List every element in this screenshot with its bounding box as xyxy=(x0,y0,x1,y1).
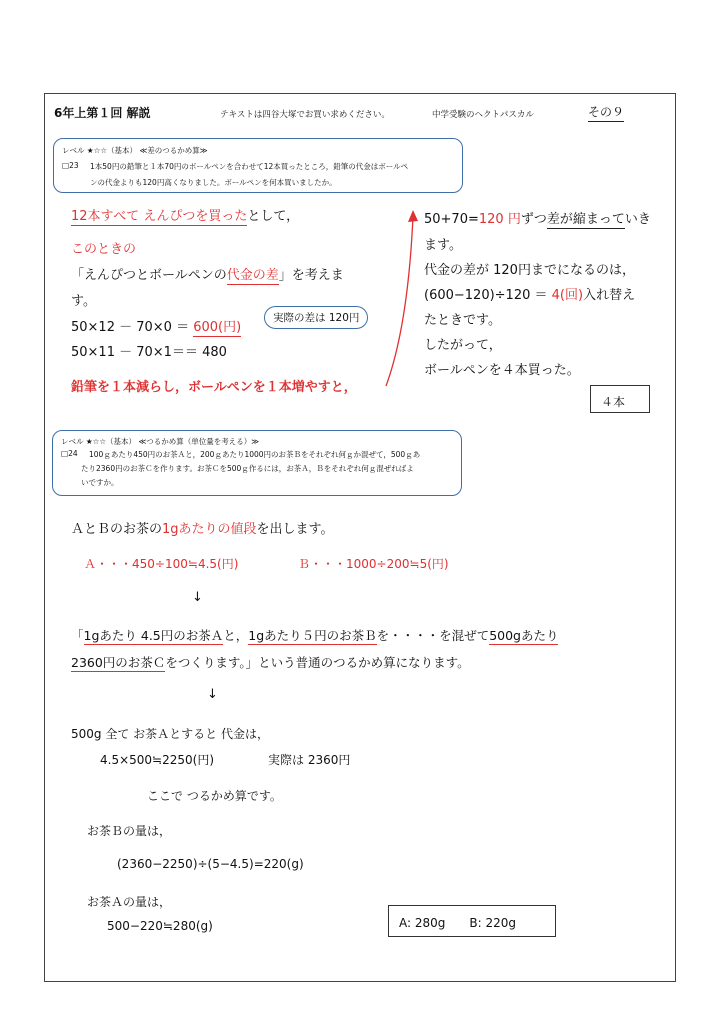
publisher-name: 中学受験のヘクトパスカル xyxy=(432,110,534,120)
down-arrow-icon: ↓ xyxy=(192,590,203,605)
solution-text: お茶Ｂの量は， xyxy=(87,824,172,838)
solution-text: ます。 xyxy=(424,238,462,253)
calc-line: Ａ・・・450÷100≒ xyxy=(84,557,198,571)
calc-line: 50×11 － 70×1＝＝ 480 xyxy=(71,345,227,360)
calc-line: Ｂ・・・1000÷200≒ xyxy=(298,557,420,571)
solution-text: いき xyxy=(624,212,651,227)
solution-text: ボールペンを４本買った。 xyxy=(424,363,580,378)
header-note: テキストは四谷大塚でお買い求めください。 xyxy=(220,110,390,120)
part-label: その９ xyxy=(588,103,624,122)
solution-text: 実際は 2360円 xyxy=(268,753,351,767)
calc-result: 600(円) xyxy=(193,320,242,335)
solution-underline: 差が縮まって xyxy=(546,212,625,227)
solution-text: 鉛筆を１本減らし，ボールペンを１本増やすと， xyxy=(71,380,357,395)
solution-text: を出します。 xyxy=(256,522,334,537)
solution-underline: 1gあたり５円のお茶Ｂ xyxy=(248,628,377,643)
solution-text: 50+70= xyxy=(424,212,479,227)
page-title: 6年上第１回 解説 xyxy=(54,106,151,120)
problem-text: 1本50円の鉛筆と１本70円のボールペンを合わせて12本買ったところ，鉛筆の代金はボールペ xyxy=(90,162,409,171)
solution-text: ずつ xyxy=(520,212,547,227)
solution-text: したがって， xyxy=(424,338,502,353)
red-arrow-icon xyxy=(380,206,424,392)
solution-underline: 500gあたり xyxy=(489,628,559,643)
solution-text: このときの xyxy=(71,242,137,257)
solution-text: をつくります。」という普通のつるかめ算になります。 xyxy=(165,655,470,670)
solution-text: を・・・・を混ぜて xyxy=(376,628,490,643)
solution-text: 」を考えま xyxy=(278,268,344,283)
solution-text: す。 xyxy=(71,294,96,309)
problem-text: たり2360円のお茶Ｃを作ります。お茶Ｃを500ｇ作るには，お茶Ａ，Ｂをそれぞれ何ｇ混ぜればよ xyxy=(81,464,414,473)
calc-line: (600−120)÷120 ＝ xyxy=(424,288,552,303)
solution-text: 「 xyxy=(71,628,84,643)
calc-line: (2360−2250)÷(5−4.5)=220(g) xyxy=(117,857,304,871)
problem-level: レベル ★☆☆（基本） ≪差のつるかめ算≫ xyxy=(62,146,208,155)
solution-highlight: 1gあたりの値段 xyxy=(162,522,257,537)
solution-text: 「えんぴつとボールペンの xyxy=(71,268,227,283)
calc-result: 4.5(円) xyxy=(197,557,239,571)
calc-result: 4(回) xyxy=(551,288,584,303)
solution-text: と， xyxy=(223,628,249,643)
down-arrow-icon: ↓ xyxy=(207,687,218,702)
problem-number: □24 xyxy=(61,449,78,458)
problem-text: いですか。 xyxy=(81,478,119,487)
solution-text: 入れ替え xyxy=(583,288,636,303)
solution-highlight: 120 円 xyxy=(478,212,521,227)
solution-text: ここで つるかめ算です。 xyxy=(147,789,282,803)
problem-box-23 xyxy=(53,138,463,193)
calc-line: 500−220≒280(g) xyxy=(107,919,213,933)
answer-box-23: ４本 xyxy=(590,385,650,413)
calc-line: 50×12 － 70×0 ＝ xyxy=(71,320,194,335)
callout-bubble: 実際の差は 120円 xyxy=(264,306,368,329)
solution-highlight: 12本すべて えんぴつを買った xyxy=(71,209,248,224)
problem-level: レベル ★☆☆（基本） ≪つるかめ算（単位量を考える）≫ xyxy=(61,437,260,446)
solution-text: お茶Ａの量は， xyxy=(87,895,172,909)
solution-text: 500g 全て お茶Ａとすると 代金は， xyxy=(71,727,269,741)
solution-text: 代金の差が 120円までになるのは， xyxy=(424,263,635,278)
solution-underline: 2360円のお茶Ｃ xyxy=(71,655,166,670)
solution-highlight: 代金の差 xyxy=(226,268,279,283)
solution-underline: 1gあたり 4.5円のお茶Ａ xyxy=(83,628,224,643)
answer-box-24: A: 280g B: 220g xyxy=(388,905,556,937)
problem-box-24 xyxy=(52,430,462,496)
solution-text: ＡとＢのお茶の xyxy=(71,522,163,537)
solution-text: として， xyxy=(247,209,300,224)
calc-result: 5(円) xyxy=(419,557,449,571)
solution-text: たときです。 xyxy=(424,313,501,328)
calc-line: 4.5×500≒2250(円) xyxy=(100,753,215,767)
problem-text: 100ｇあたり450円のお茶Ａと，200ｇあたり1000円のお茶Ｂをそれぞれ何ｇか混ぜて，500ｇあ xyxy=(89,450,421,459)
problem-number: □23 xyxy=(62,161,79,170)
problem-text: ンの代金よりも120円高くなりました。ボールペンを何本買いましたか。 xyxy=(90,178,337,187)
